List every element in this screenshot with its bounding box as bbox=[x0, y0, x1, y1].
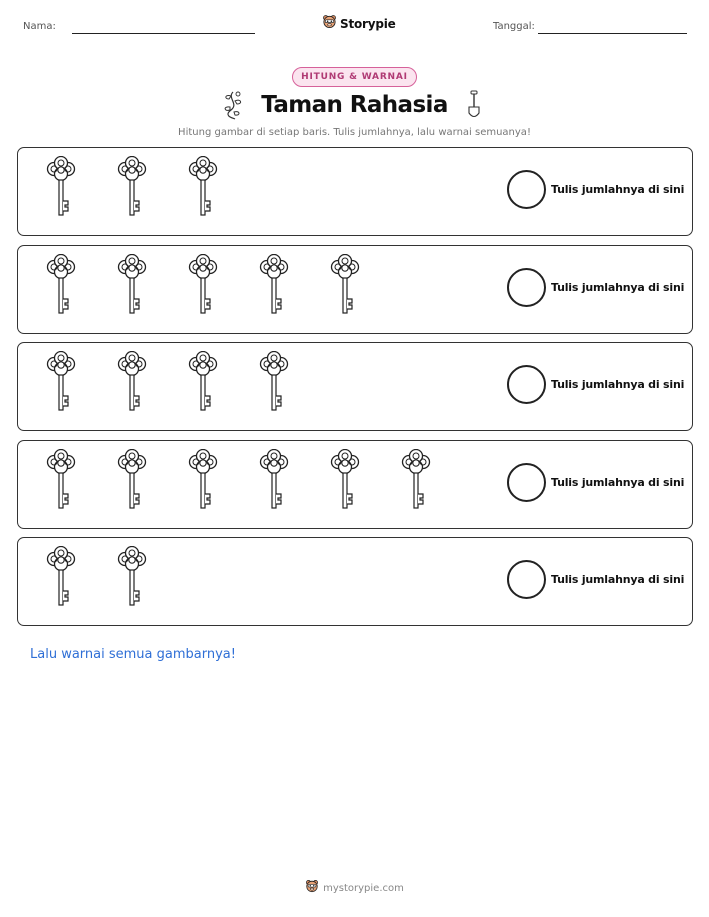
counting-row bbox=[17, 342, 693, 431]
key-icon bbox=[30, 546, 91, 610]
key-icon bbox=[101, 156, 162, 220]
answer-label: Tulis jumlahnya di sini bbox=[551, 280, 685, 294]
counting-row bbox=[17, 147, 693, 236]
key-icon bbox=[101, 254, 162, 318]
counting-rows bbox=[17, 147, 693, 635]
key-icon bbox=[30, 449, 91, 513]
item-group bbox=[30, 546, 162, 610]
answer-label: Tulis jumlahnya di sini bbox=[551, 378, 685, 391]
key-icon bbox=[30, 351, 91, 415]
date-label: Tanggal: bbox=[493, 21, 535, 32]
key-icon bbox=[243, 449, 304, 513]
key-icon bbox=[172, 254, 233, 318]
brand-name: Storypie bbox=[340, 17, 396, 31]
worksheet-title: Taman Rahasia bbox=[261, 92, 448, 118]
activity-badge: HITUNG & WARNAI bbox=[292, 67, 417, 87]
shovel-icon bbox=[465, 90, 483, 125]
coloring-instruction: Lalu warnai semua gambarnya! bbox=[30, 647, 236, 662]
key-icon bbox=[101, 449, 162, 513]
footer-site: mystorypie.com bbox=[323, 883, 404, 894]
answer-circle[interactable] bbox=[507, 463, 546, 502]
answer-circle[interactable] bbox=[507, 365, 546, 404]
item-group bbox=[30, 351, 304, 415]
counting-row bbox=[17, 537, 693, 626]
answer-label: Tulis jumlahnya di sini bbox=[551, 573, 685, 586]
counting-row bbox=[17, 440, 693, 529]
storypie-bear-icon bbox=[305, 879, 319, 898]
storypie-bear-icon bbox=[322, 14, 337, 34]
key-icon bbox=[314, 449, 375, 513]
brand bbox=[322, 14, 396, 34]
key-icon bbox=[243, 351, 304, 415]
key-icon bbox=[101, 546, 162, 610]
worksheet-header bbox=[0, 14, 709, 40]
name-label: Nama: bbox=[23, 21, 56, 32]
key-icon bbox=[30, 156, 91, 220]
key-icon bbox=[314, 254, 375, 318]
key-icon bbox=[172, 351, 233, 415]
key-icon bbox=[172, 449, 233, 513]
answer-circle[interactable] bbox=[507, 268, 546, 307]
footer bbox=[0, 879, 709, 898]
key-icon bbox=[385, 449, 446, 513]
name-line bbox=[72, 33, 255, 34]
answer-label: Tulis jumlahnya di sini bbox=[551, 183, 685, 196]
key-icon bbox=[172, 156, 233, 220]
item-group bbox=[30, 449, 446, 513]
title-row bbox=[0, 90, 709, 124]
date-line bbox=[538, 33, 687, 34]
key-icon bbox=[243, 254, 304, 318]
answer-circle[interactable] bbox=[507, 170, 546, 209]
answer-circle[interactable] bbox=[507, 560, 546, 599]
key-icon bbox=[101, 351, 162, 415]
counting-row bbox=[17, 245, 693, 334]
key-icon bbox=[30, 254, 91, 318]
item-group bbox=[30, 156, 233, 220]
instructions: Hitung gambar di setiap baris. Tulis jumlahnya, lalu warnai semuanya! bbox=[178, 127, 531, 138]
item-group bbox=[30, 254, 375, 318]
answer-label: Tulis jumlahnya di sini bbox=[551, 475, 685, 489]
